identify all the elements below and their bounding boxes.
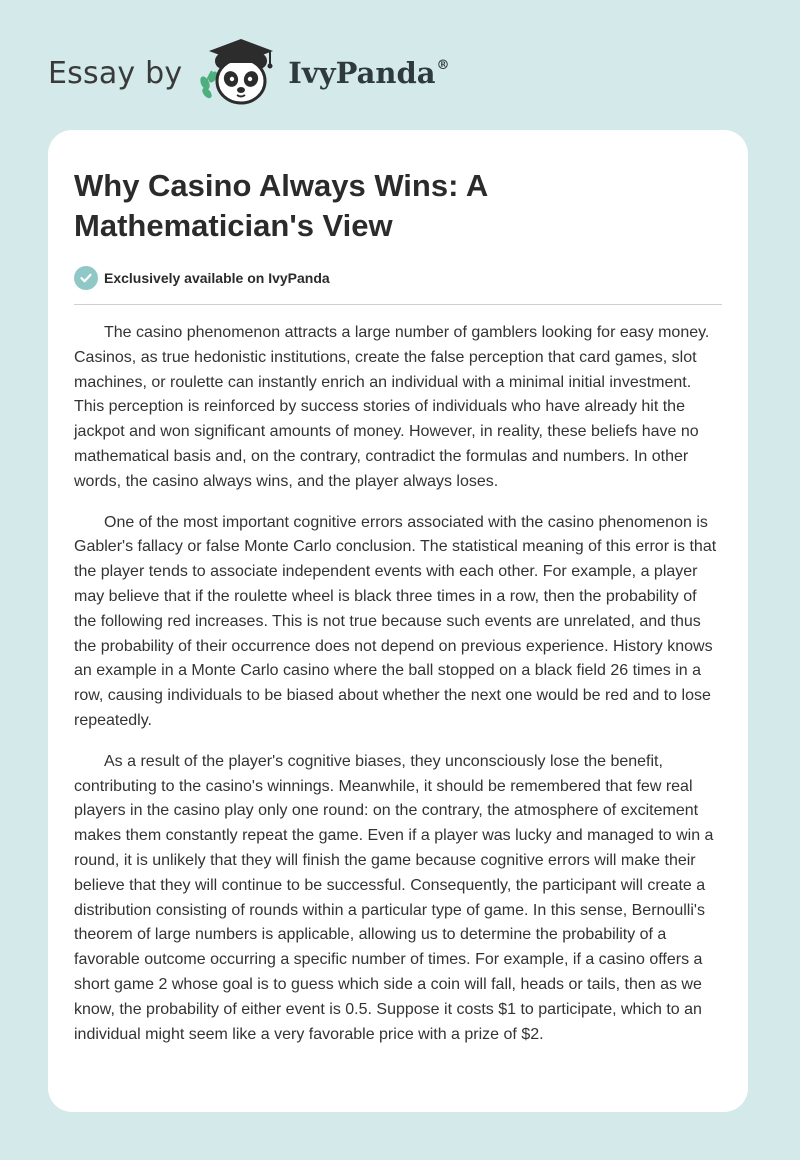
exclusive-badge: [74, 264, 722, 292]
site-header: [48, 38, 450, 108]
panda-graduate-logo-icon[interactable]: [196, 37, 282, 109]
brand-name[interactable]: [288, 56, 449, 90]
essay-paragraph: One of the most important cognitive errors associated with the casino phenomenon is Gabler's fallacy or false Monte Carlo conclusion. The statistical meaning of this error is that the player tends to associate independent events with each other. For example, a player may believe that if the roulette wheel is black three times in a row, then the probability of the following red increases. This is not true because such events are unrelated, and thus the probability of their occurrence does not depend on previous experience. History knows an example in a Monte Carlo casino where the ball stopped on a black field 26 times in a row, causing individuals to be biased about whether the next one would be red and to lose repeatedly.: [74, 513, 717, 729]
essay-card: [48, 130, 748, 1112]
check-circle-icon: [74, 266, 98, 290]
registered-mark: ®: [436, 58, 450, 73]
divider: [74, 304, 722, 305]
exclusive-badge-label: Exclusively available on IvyPanda: [104, 270, 330, 286]
brand-name-text: IvyPanda: [288, 56, 436, 90]
essay-paragraph: As a result of the player's cognitive biases, they unconsciously lose the benefit, contributing to the casino's winnings. Meanwhile, it should be remembered that few real players in the casino play only one round: on the contrary, the atmosphere of excitement makes them constantly repeat the game. Even if a player was lucky and managed to win a round, it is unlikely that they will finish the game because cognitive errors will make their believe that they will continue to be successful. Consequently, the participant will create a distribution consisting of rounds within a particular type of game. In this sense, Bernoulli's theorem of large numbers is applicable, allowing us to determine the probability of a favorable outcome occurring a specific number of times. For example, if a casino offers a short game 2 whose goal is to guess which side a coin will fall, heads or tails, then as we know, the probability of either event is 0.5. Suppose it costs $1 to participate, which to an individual might seem like a very favorable price with a prize of $2.: [74, 752, 714, 1043]
page-title: Why Casino Always Wins: A Mathematician's View: [74, 168, 488, 243]
essay-by-label: Essay by: [48, 55, 183, 91]
essay-paragraph: The casino phenomenon attracts a large number of gamblers looking for easy money. Casinos, as true hedonistic institutions, create the false perception that card games, slot machines, or roulette can instantly enrich an individual with a minimal initial investment. This perception is reinforced by success stories of individuals who have already hit the jackpot and won significant amounts of money. However, in reality, these beliefs have no mathematical basis and, on the contrary, contradict the formulas and numbers. In other words, the casino always wins, and the player always loses.: [74, 324, 710, 490]
